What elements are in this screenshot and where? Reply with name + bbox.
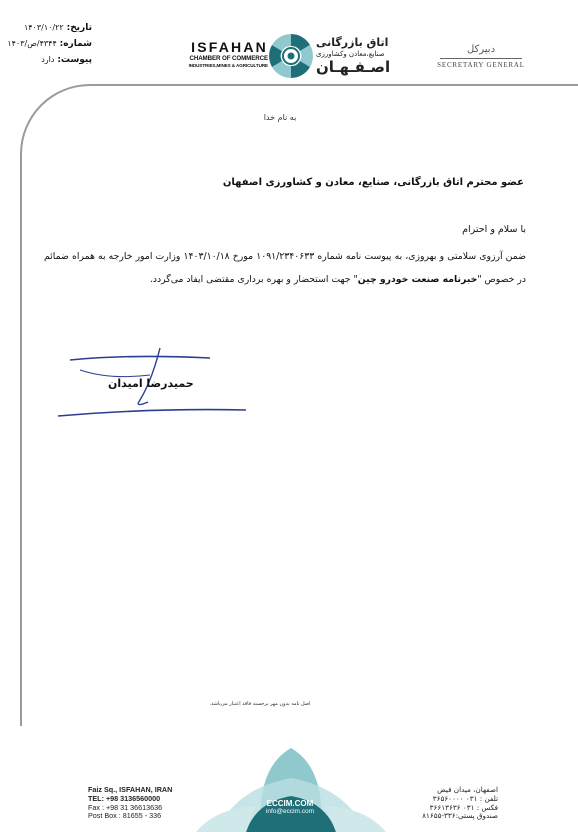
newsletter-title: خبرنامه صنعت خودرو چین (357, 274, 478, 285)
number-row (6, 36, 92, 52)
footer-en-line: Post Box : 81655 - 336 (88, 811, 162, 821)
attachment-row (6, 52, 92, 68)
office-divider (440, 58, 522, 59)
chamber-name-english (178, 40, 268, 69)
chamber-name-en-sub2: INDUSTRIES,MINES & AGRICULTURE (188, 63, 268, 68)
secretary-general-block (436, 44, 526, 69)
footer-en-line: Faiz Sq., ISFAHAN, IRAN (88, 785, 173, 794)
chamber-name-persian (316, 36, 398, 75)
footer-en-line: TEL: +98 3136560000 (88, 793, 161, 803)
attachment-label: پیوست: (57, 55, 92, 65)
footer-emblem-icon (196, 748, 386, 832)
footer-fa-line: صندوق پستی:۳۳۶-۸۱۶۵۵ (422, 811, 498, 821)
footer-fa-line: اصفهان، میدان فیض (437, 785, 498, 794)
date-row (6, 20, 92, 36)
attachment-value: دارد (41, 55, 55, 64)
date-value: ۱۴۰۳/۱۰/۲۲ (23, 23, 64, 32)
greeting: با سلام و احترام (462, 224, 526, 235)
footer-fa-line: تلفن : ۰۳۱ ۳۶۵۶۰۰۰۰ (432, 793, 498, 803)
footer-fa-line: فکس : ۰۳۱ ۳۶۶۱۳۶۳۶ (429, 802, 498, 812)
stamp-note: اصل نامه بدون مهر برجسته فاقد اعتبار می‌باشد. (209, 701, 311, 707)
date-label: تاریخ: (66, 23, 92, 33)
footer-address-fa (398, 786, 498, 821)
invocation: به نام خدا (263, 113, 297, 122)
number-label: شماره: (59, 39, 92, 49)
footer-website[interactable]: ECCIM.COM (266, 799, 314, 808)
footer-address-en (88, 786, 188, 821)
chamber-name-fa-line3: اصـفـهـان (316, 58, 391, 76)
chamber-name-fa-line2: صنایع،معادن وکشاورزی (316, 50, 385, 58)
letter-meta (6, 20, 92, 68)
number-value: ۴۳۴۴/ص/۱۴۰۳ (7, 39, 57, 48)
chamber-name-en-title: ISFAHAN (191, 39, 268, 55)
recipient: عضو محترم اتاق بازرگانی، صنایع، معادن و کشاورزی اصفهان (222, 177, 524, 188)
letter-paragraph (44, 245, 526, 291)
chamber-name-en-sub1: CHAMBER OF COMMERCE (189, 55, 268, 62)
paragraph-text-1: ضمن آرزوی سلامتی و بهروزی، به پیوست نامه شماره ۱۰۹۱/۲۳۴۰۶۳۳ مورخ ۱۴۰۳/۱۰/۱۸ وزارت امور خارجه به همراه ضمائم در خصوص " (44, 251, 527, 285)
office-title-en: SECRETARY GENERAL (437, 61, 525, 69)
paragraph-text-2: " جهت استحضار و بهره برداری مقتضی ایفاد می‌گردد. (149, 274, 358, 285)
footer-web (250, 799, 330, 816)
chamber-logo-icon (266, 31, 316, 81)
letter-frame-top-line (442, 84, 578, 86)
office-title-fa: دبیرکل (466, 44, 496, 55)
signer-name: حمیدرضا امیدان (108, 377, 194, 390)
footer-email[interactable]: info@eccim.com (265, 808, 315, 815)
chamber-name-fa-line1: اتاق بازرگانی (316, 36, 389, 49)
footer-en-line: Fax : +98 31 36613636 (88, 802, 163, 812)
